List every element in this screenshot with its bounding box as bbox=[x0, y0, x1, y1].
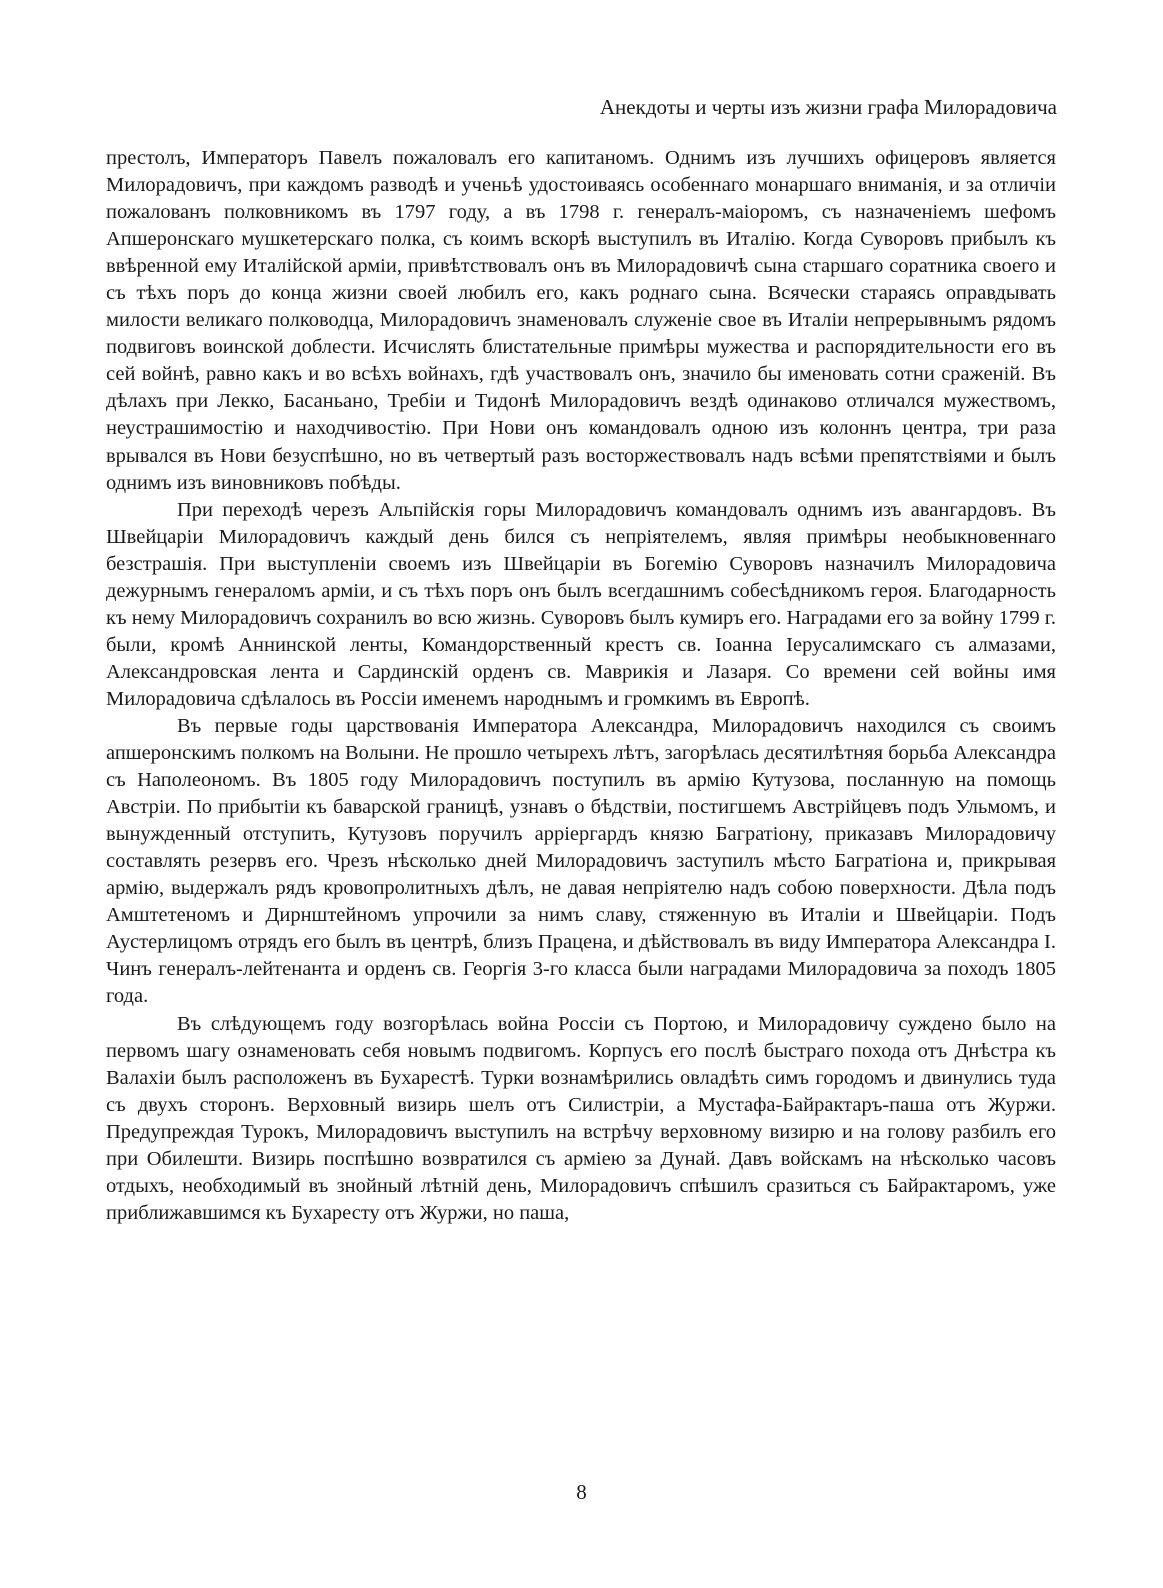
page-number: 8 bbox=[576, 1480, 587, 1504]
paragraph-3: Въ первые годы царствованія Императора Александра, Милорадовичъ находился съ своимъ апшеронскимъ полкомъ на Волыни. Не прошло четырехъ лѣтъ, загорѣлась десятилѣтняя борьба Александра съ Наполеономъ. Въ 1805 году Милорадовичъ поступилъ въ армію Кутузова, посланную на помощь Австріи. По прибытіи къ баварской границѣ, узнавъ о бѣдствіи, постигшемъ Австрійцевъ подъ Ульмомъ, и вынужденный отступить, Кутузовъ поручилъ арріергардъ князю Багратіону, приказавъ Милорадовичу составлять резервъ его. Чрезъ нѣсколько дней Милорадовичъ заступилъ мѣсто Багратіона и, прикрывая армію, выдержалъ рядъ кровопролитныхъ дѣлъ, не давая непріятелю надъ собою поверхности. Дѣла подъ Амштетеномъ и Дирнштейномъ упрочили за нимъ славу, стяженную въ Италіи и Швейцаріи. Подъ Аустерлицомъ отрядъ его былъ въ центрѣ, близъ Працена, и дѣйствовалъ въ виду Императора Александра I. Чинъ генералъ-лейтенанта и орденъ св. Георгія 3-го класса были наградами Милорадовича за походъ 1805 года. bbox=[106, 714, 1056, 1008]
paragraph-4: Въ слѣдующемъ году возгорѣлась война Россіи съ Портою, и Милорадовичу суждено было на первомъ шагу ознаменовать себя новымъ подвигомъ. Корпусъ его послѣ быстраго похода отъ Днѣстра къ Валахіи былъ расположенъ въ Бухарестѣ. Турки вознамѣрились овладѣть симъ городомъ и двинулись туда съ двухъ сторонъ. Верховный визирь шелъ отъ Силистріи, а Мустафа-Байрактаръ-паша отъ Журжи. Предупреждая Турокъ, Милорадовичъ выступилъ на встрѣчу верховному визирю и на голову разбилъ его при Обилешти. Визирь поспѣшно возвратился съ арміею за Дунай. Давъ войскамъ на нѣсколько часовъ отдыхъ, необходимый въ знойный лѣтній день, Милорадовичъ спѣшилъ сразиться съ Байрактаромъ, уже приближавшимся къ Бухаресту отъ Журжи, но паша, bbox=[106, 1012, 1056, 1224]
paragraph-2: При переходѣ черезъ Альпійскія горы Милорадовичъ командовалъ однимъ изъ авангардовъ. Въ Швейцаріи Милорадовичъ каждый день бился съ непріятелемъ, являя примѣры необыкновеннаго безстрашія. При выступленіи своемъ изъ Швейцаріи въ Богемію Суворовъ назначилъ Милорадовича дежурнымъ генераломъ арміи, и съ тѣхъ поръ онъ былъ всегдашнимъ собесѣдникомъ героя. Благодарность къ нему Милорадовичъ сохранилъ во всю жизнь. Суворовъ былъ кумиръ его. Наградами его за войну 1799 г. были, кромѣ Аннинской ленты, Командорственный крестъ св. Іоанна Іерусалимскаго съ алмазами, Александровская лента и Сардинскій орденъ св. Маврикія и Лазаря. Со времени сей войны имя Милорадовича сдѣлалось въ Россіи именемъ народнымъ и громкимъ въ Европѣ. bbox=[106, 498, 1056, 710]
running-header: Анекдоты и черты изъ жизни графа Милорадовича bbox=[599, 95, 1057, 119]
paragraph-1: престолъ, Императоръ Павелъ пожаловалъ его капитаномъ. Однимъ изъ лучшихъ офицеровъ является Милорадовичъ, при каждомъ разводѣ и ученьѣ удостоиваясь особеннаго монаршаго вниманія, и за отличіи пожалованъ полковникомъ въ 1797 году, а въ 1798 г. генералъ-маіоромъ, съ назначеніемъ шефомъ Апшеронскаго мушкетерскаго полка, съ коимъ вскорѣ выступилъ въ Италію. Когда Суворовъ прибылъ къ ввѣренной ему Италійской арміи, привѣтствовалъ онъ въ Милорадовичѣ сына старшаго соратника своего и съ тѣхъ поръ до конца жизни своей любилъ его, какъ роднаго сына. Всячески стараясь оправдывать милости великаго полководца, Милорадовичъ знаменовалъ служеніе свое въ Италіи непрерывнымъ рядомъ подвиговъ воинской доблести. Исчислять блистательные примѣры мужества и распорядительности его въ сей войнѣ, равно какъ и во всѣхъ войнахъ, гдѣ участвовалъ онъ, значило бы именовать сотни сраженій. Въ дѣлахъ при Лекко, Басаньано, Требіи и Тидонѣ Милорадовичъ вездѣ одинаково отличался мужествомъ, неустрашимостію и находчивостію. При Нови онъ командовалъ одною изъ колоннъ центра, три раза врывался въ Нови безуспѣшно, но въ четвертый разъ восторжествовалъ надъ всѣми препятствіями и былъ однимъ изъ виновниковъ побѣды. bbox=[106, 147, 1056, 494]
body-text bbox=[106, 145, 1056, 1227]
